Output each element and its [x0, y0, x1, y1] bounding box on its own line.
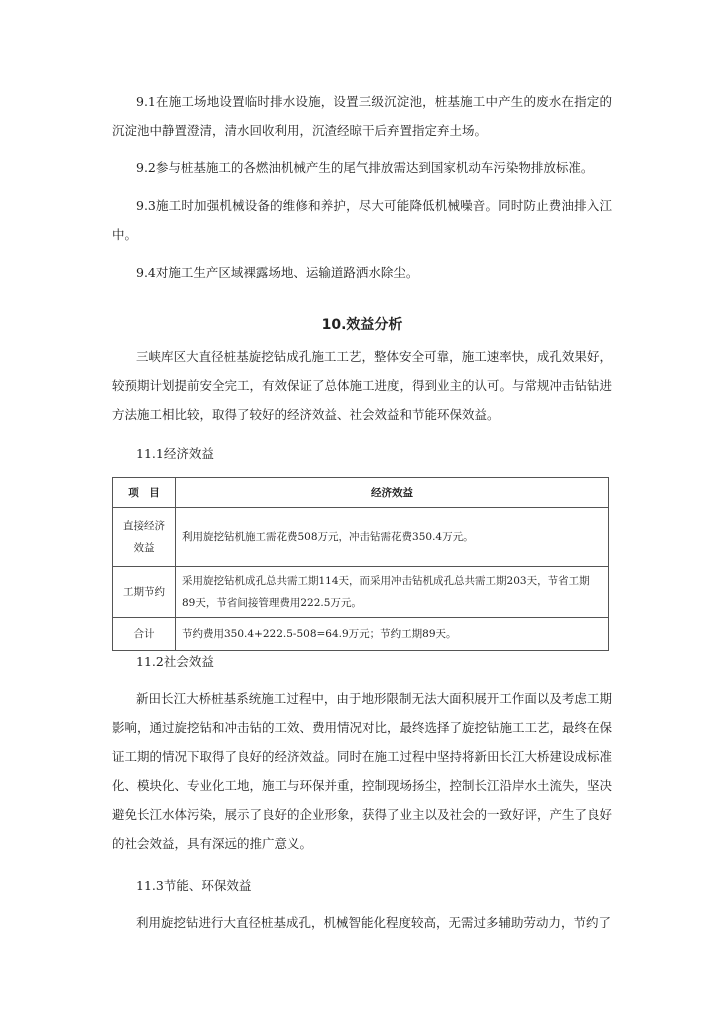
paragraph-9-3: 9.3施工时加强机械设备的维修和养护，尽大可能降低机械噪音。同时防止费油排入江中。 [112, 198, 612, 242]
table-header-item: 项 目 [113, 478, 176, 508]
row-label: 合计 [113, 618, 176, 651]
social-benefit-paragraph: 新田长江大桥桩基系统施工过程中，由于地形限制无法大面积展开工作面以及考虑工期影响，通过旋挖钻和冲击钻的工效、费用情况对比，最终选择了旋挖钻施工工艺，最终在保证工期的情况下取得了良好的经济效益。同时在施工过程中坚持将新田长江大桥建设成标准化、模块化、专业化工地，施工与环保并重，控制现场扬尘，控制长江沿岸水土流失，坚决避免长江水体污染，展示了良好的企业形象，获得了业主以及社会的一致好评，产生了良好的社会效益，具有深远的推广意义。 [112, 691, 613, 851]
table-row [113, 508, 609, 567]
benefit-intro-paragraph: 三峡库区大直径桩基旋挖钻成孔施工工艺，整体安全可靠，施工速率快，成孔效果好，较预期计划提前安全完工，有效保证了总体施工进度，得到业主的认可。与常规冲击钻钻进方法施工相比较，取得了较好的经济效益、社会效益和节能环保效益。 [112, 349, 613, 422]
table-header-benefit: 经济效益 [176, 478, 609, 508]
subheading-social-benefit: 11.2社会效益 [136, 654, 214, 669]
subheading-economic-benefit: 11.1经济效益 [136, 446, 214, 461]
row-content: 采用旋挖钻机成孔总共需工期114天，而采用冲击钻机成孔总共需工期203天，节省工期89天，节省间接管理费用222.5万元。 [176, 567, 609, 618]
table-row [113, 618, 609, 651]
row-content: 节约费用350.4+222.5-508=64.9万元；节约工期89天。 [176, 618, 609, 651]
energy-env-paragraph: 利用旋挖钻进行大直径桩基成孔，机械智能化程度较高，无需过多辅助劳动力，节约了 [136, 915, 612, 930]
table-row [113, 567, 609, 618]
subheading-energy-env-benefit: 11.3节能、环保效益 [136, 878, 252, 893]
table-header-row [113, 478, 609, 508]
row-content: 利用旋挖钻机施工需花费508万元，冲击钻需花费350.4万元。 [176, 508, 609, 567]
economic-benefit-table [112, 477, 609, 651]
paragraph-9-2: 9.2参与桩基施工的各燃油机械产生的尾气排放需达到国家机动车污染物排放标准。 [136, 160, 594, 175]
paragraph-9-4: 9.4对施工生产区域裸露场地、运输道路洒水除尘。 [136, 265, 419, 280]
section-10-heading: 10.效益分析 [321, 317, 403, 333]
row-label: 工期节约 [113, 567, 176, 618]
row-label: 直接经济效益 [113, 508, 176, 567]
paragraph-9-1: 9.1在施工场地设置临时排水设施，设置三级沉淀池，桩基施工中产生的废水在指定的沉淀池中静置澄清，清水回收利用，沉渣经晾干后弃置指定弃土场。 [112, 94, 612, 138]
